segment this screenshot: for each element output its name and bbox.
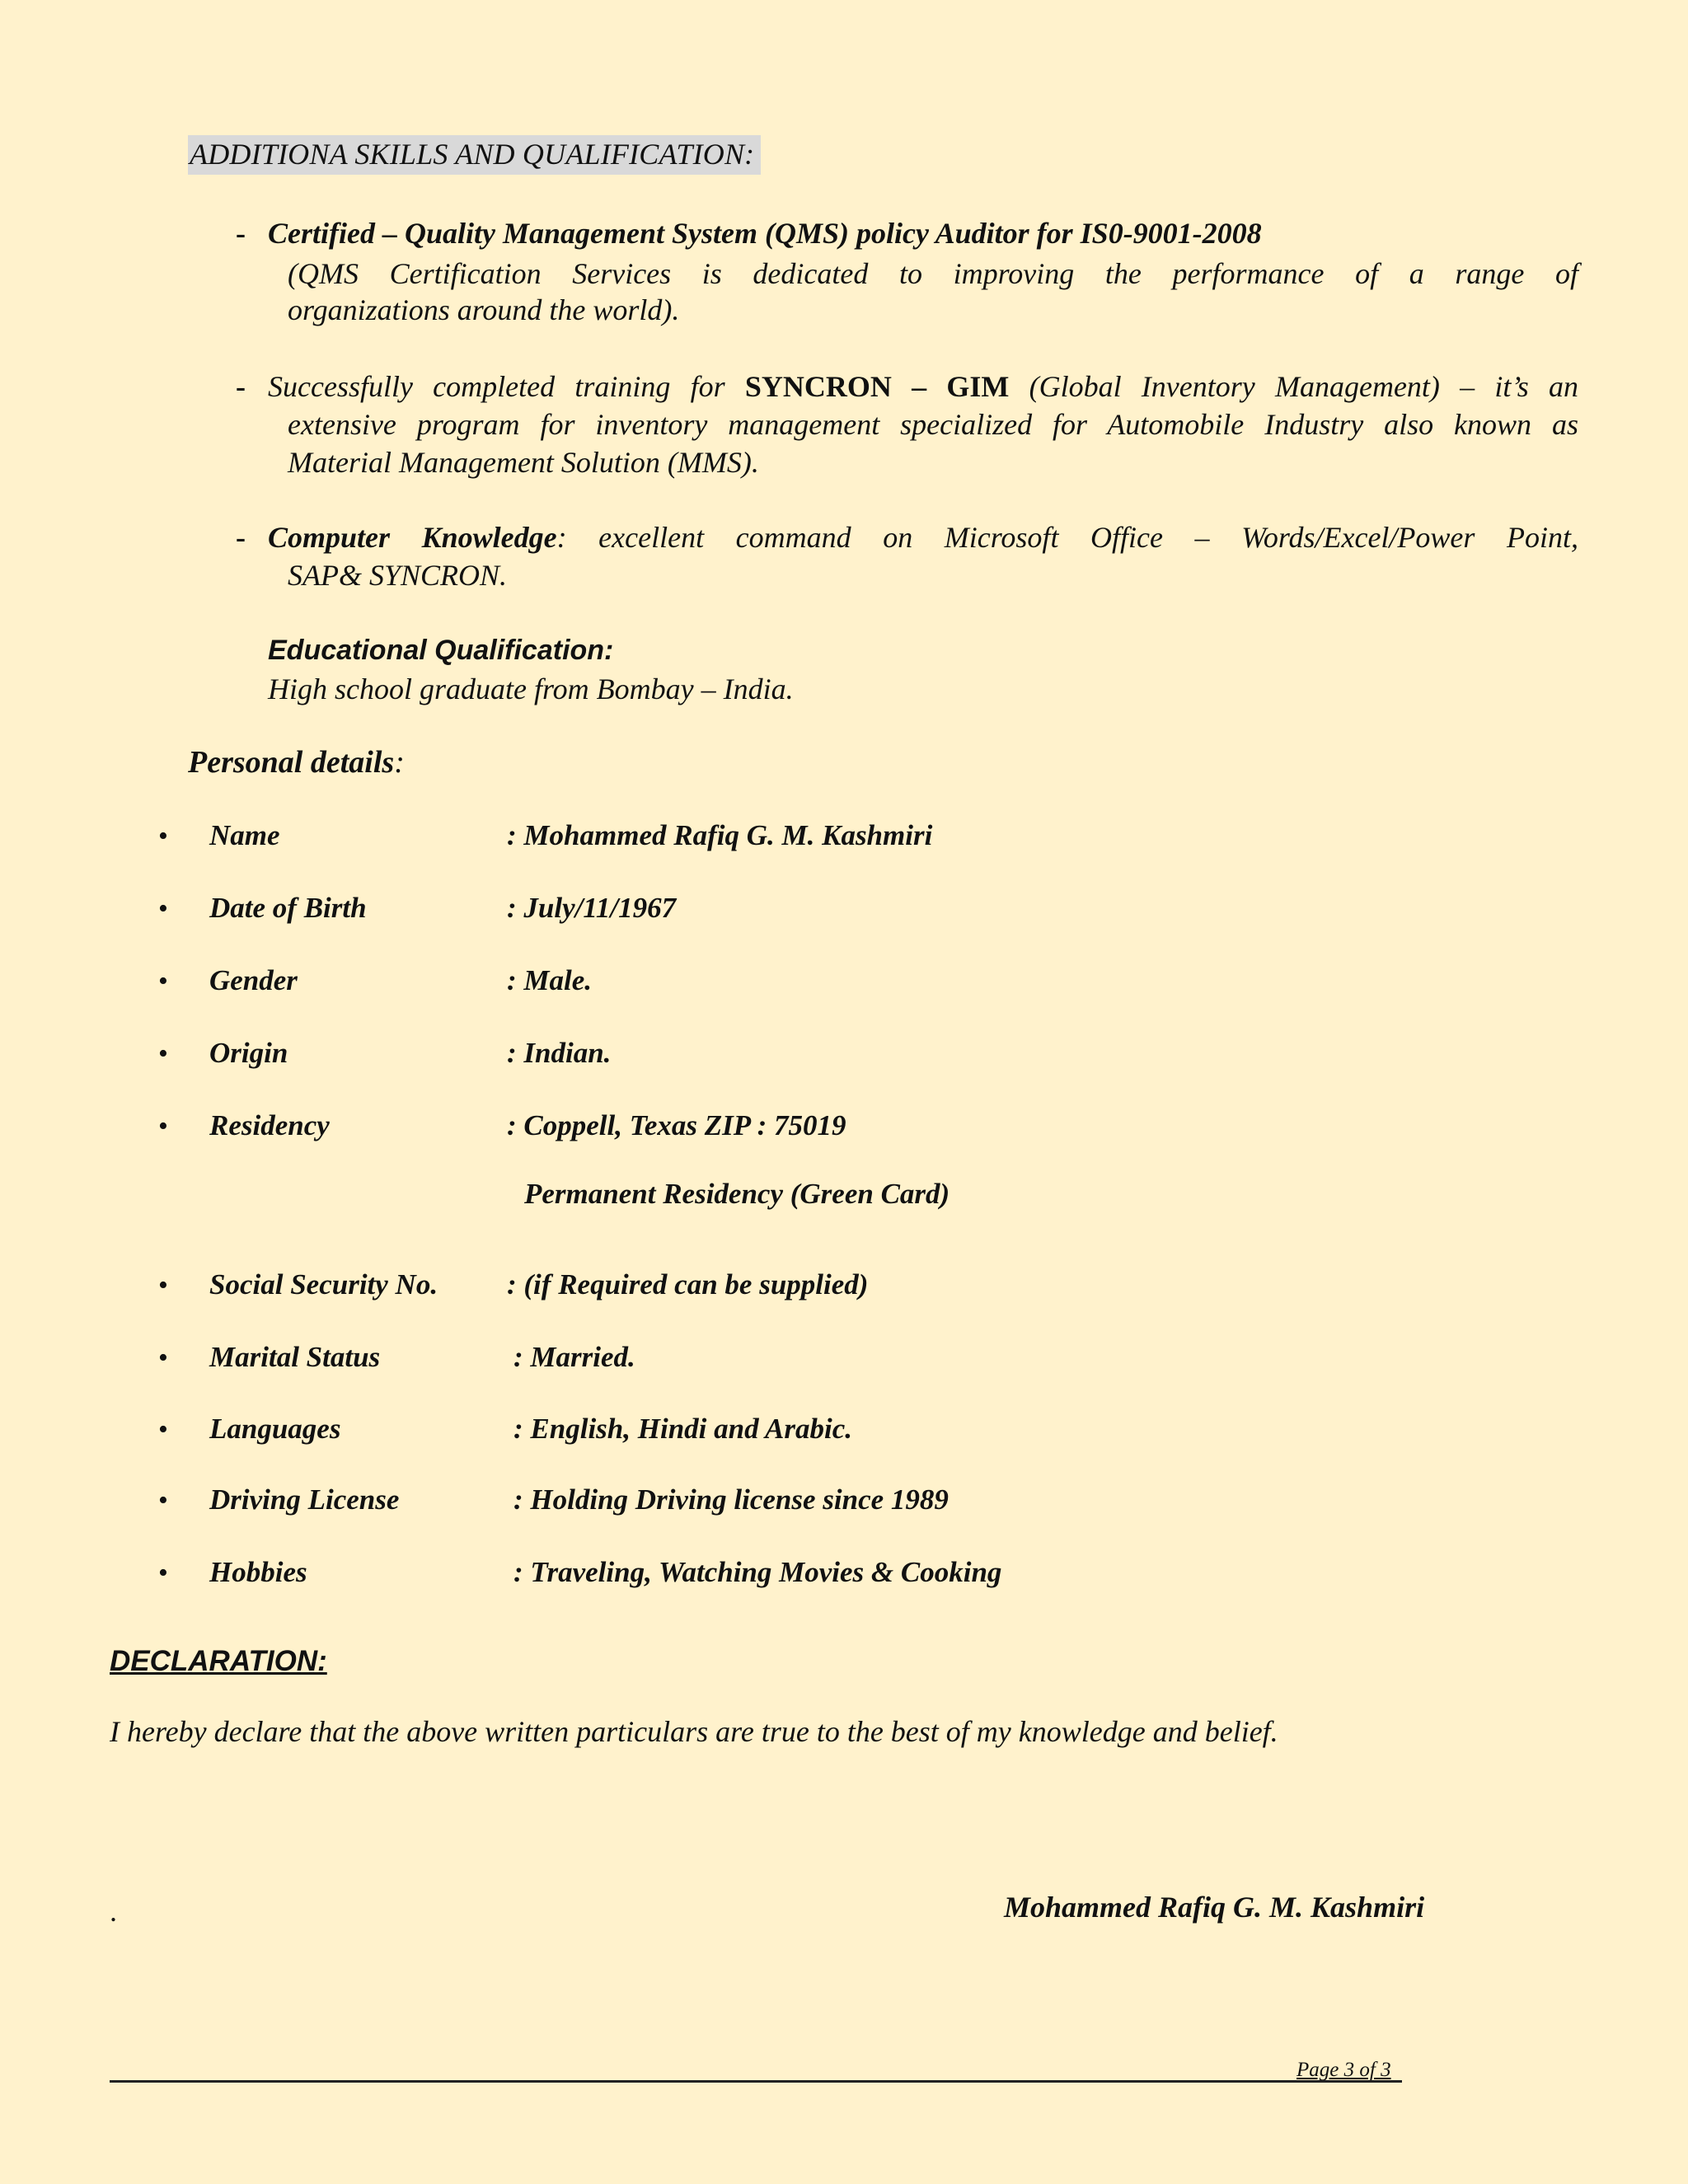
personal-details-title [188,744,405,780]
personal-value: : English, Hindi and Arabic. [513,1413,853,1445]
personal-value: : Indian. [507,1037,612,1069]
bullet-icon: • [158,1414,168,1445]
computer-knowledge-text: : excellent command on Microsoft Office – Words/Excel/Power Point, [556,521,1578,554]
certification-desc-line2: organizations around the world). [288,293,680,326]
personal-value: : Mohammed Rafiq G. M. Kashmiri [507,819,933,851]
signature-dot: . [110,1895,117,1928]
bullet-icon: • [158,1343,168,1373]
personal-details-title-text: Personal details [188,745,395,780]
personal-value: : (if Required can be supplied) [507,1268,869,1301]
personal-label: Driving License [209,1483,400,1516]
bullet-icon: • [158,966,168,996]
computer-knowledge-label: Computer Knowledge [268,521,557,554]
bullet-icon: • [158,1111,168,1141]
section-title: ADDITIONA SKILLS AND QUALIFICATION: [188,135,761,175]
personal-label: Gender [209,964,298,996]
personal-label: Origin [209,1037,288,1069]
syncron-line1-post: (Global Inventory Management) – it’s an [1009,370,1578,403]
personal-label: Date of Birth [209,892,367,924]
personal-value: : July/11/1967 [507,892,677,924]
bullet-icon: • [158,1270,168,1301]
personal-label: Languages [209,1413,341,1445]
personal-label: Name [209,819,280,851]
personal-value: : Holding Driving license since 1989 [513,1483,949,1516]
bullet-icon: • [158,893,168,924]
personal-value-extra: Permanent Residency (Green Card) [524,1178,950,1210]
declaration-title: DECLARATION: [110,1645,327,1677]
dash-marker: - [236,370,246,403]
dash-marker: - [236,521,246,554]
syncron-line3: Material Management Solution (MMS). [288,446,759,479]
page-number: Page 3 of 3 [1296,2059,1391,2081]
personal-value: : Married. [513,1341,635,1373]
education-title: Educational Qualification: [268,635,614,666]
computer-knowledge-line2: SAP& SYNCRON. [288,559,508,592]
personal-label: Hobbies [209,1556,307,1588]
certification-desc-line1: (QMS Certification Services is dedicated to improving the performance of a range of [288,257,1578,290]
personal-details-title-colon: : [394,745,405,780]
declaration-text: I hereby declare that the above written particulars are true to the best of my knowledge and belief. [110,1715,1278,1748]
footer-rule [110,2080,1402,2083]
personal-value: : Male. [507,964,593,996]
bullet-icon: • [158,821,168,851]
personal-label: Social Security No. [209,1268,438,1301]
computer-knowledge-line1 [268,518,1578,557]
personal-value: : Traveling, Watching Movies & Cooking [513,1556,1002,1588]
syncron-line1 [268,368,1578,406]
bullet-icon: • [158,1485,168,1516]
bullet-icon: • [158,1558,168,1588]
syncron-line2: extensive program for inventory management specialized for Automobile Industry also known as [288,408,1578,441]
personal-label: Marital Status [209,1341,381,1373]
syncron-gim-label: SYNCRON – GIM [744,370,1010,403]
signature-name: Mohammed Rafiq G. M. Kashmiri [1004,1891,1425,1924]
bullet-icon: • [158,1038,168,1069]
education-text: High school graduate from Bombay – India. [268,673,794,705]
personal-label: Residency [209,1109,330,1141]
syncron-line1-pre: Successfully completed training for [268,370,745,403]
certification-title: Certified – Quality Management System (QMS) policy Auditor for IS0-9001-2008 [268,217,1262,250]
dash-marker: - [236,217,246,250]
personal-value: : Coppell, Texas ZIP : 75019 [507,1109,846,1141]
